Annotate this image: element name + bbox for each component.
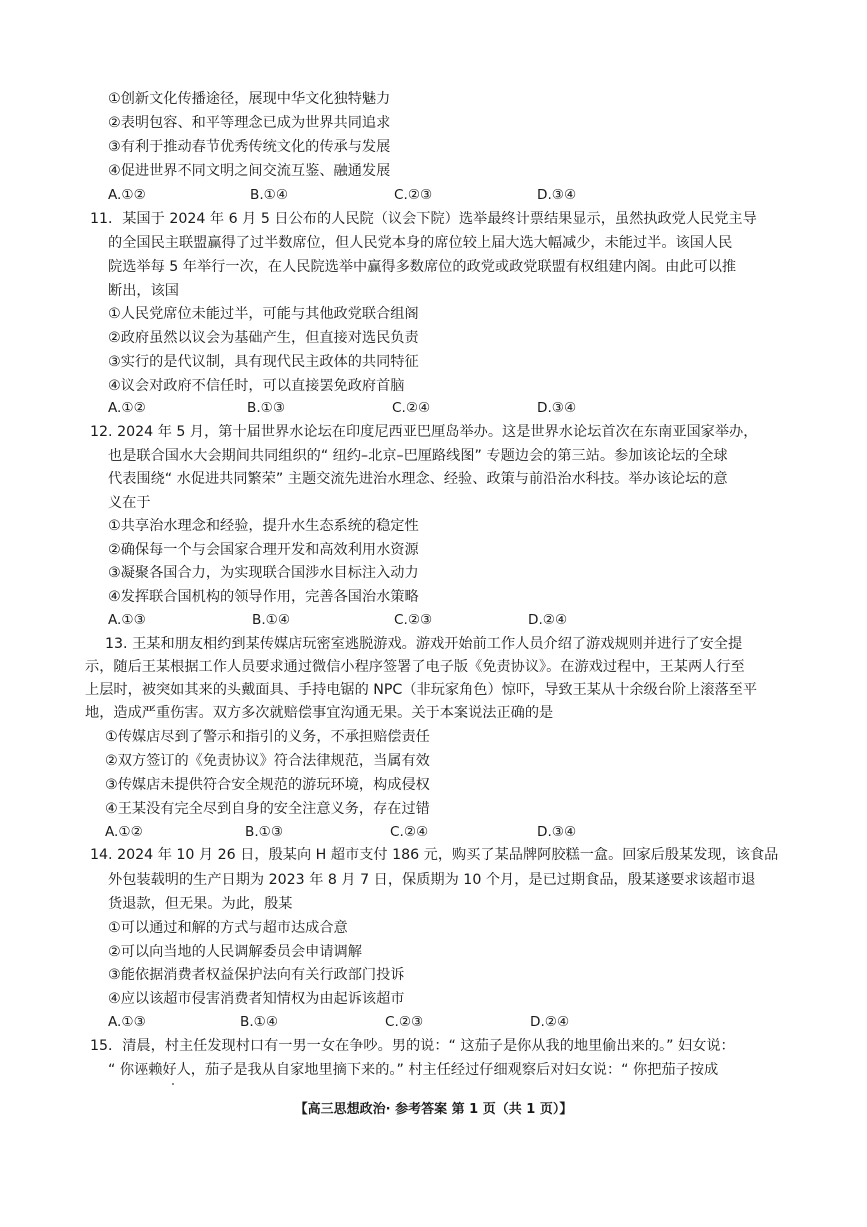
q13-stem-line-2: 示，随后王某根据工作人员要求通过微信小程序签署了电子版《免责协议》。在游戏过程中，王某两人行至 — [85, 659, 745, 675]
q12-item-3: ③凝聚各国合力，为实现联合国涉水目标注入动力 — [108, 565, 419, 581]
q10-option-b: B.①④ — [250, 187, 289, 203]
q11-item-1: ①人民党席位未能过半，可能与其他政党联合组阁 — [108, 306, 419, 322]
q14-item-2: ②可以向当地的人民调解委员会申请调解 — [108, 944, 362, 960]
q14-option-b: B.①④ — [240, 1014, 279, 1030]
q11-item-2: ②政府虽然以议会为基础产生，但直接对选民负责 — [108, 330, 419, 346]
q11-item-4: ④议会对政府不信任时，可以直接罢免政府首脑 — [108, 378, 405, 394]
q10-item-2: ②表明包容、和平等理念已成为世界共同追求 — [108, 115, 391, 131]
q14-option-a: A.①③ — [108, 1014, 146, 1030]
q12-stem-line-1: 12. 2024 年 5 月，第十届世界水论坛在印度尼西亚巴厘岛举办。这是世界水论坛首次在东南亚国家举办， — [90, 424, 758, 440]
q10-option-c: C.②③ — [394, 187, 433, 203]
q12-item-4: ④发挥联合国机构的领导作用，完善各国治水策略 — [108, 589, 419, 605]
q15-stem-line-1: 15．清晨，村主任发现村口有一男一女在争吵。男的说：“ 这茄子是你从我的地里偷出来的。” 妇女说： — [90, 1038, 735, 1054]
q14-stem-line-2: 外包装载明的生产日期为 2023 年 8 月 7 日，保质期为 10 个月，是已过期食品，殷某遂要求该超市退 — [108, 872, 756, 888]
q11-stem-line-2: 的全国民主联盟赢得了过半数席位，但人民党本身的席位较上届大选大幅减少，未能过半。该国人民 — [108, 235, 733, 251]
q14-option-d: D.②④ — [530, 1014, 570, 1030]
q11-option-d: D.③④ — [537, 400, 577, 416]
q13-option-a: A.①② — [105, 824, 143, 840]
q12-stem-line-2: 也是联合国水大会期间共同组织的“ 纽约–北京–巴厘路线图” 专题边会的第三站。参加该论坛的全球 — [108, 448, 728, 464]
q12-option-c: C.②③ — [394, 612, 433, 628]
q13-item-2: ②双方签订的《免责协议》符合法律规范，当属有效 — [105, 753, 430, 769]
q12-stem-line-3: 代表围绕“ 水促进共同繁荣” 主题交流先进治水理念、经验、政策与前沿治水科技。举办该论坛的意 — [108, 471, 728, 487]
q14-stem-line-1: 14. 2024 年 10 月 26 日，殷某向 H 超市支付 186 元，购买了某品牌阿胶糕一盒。回家后殷某发现，该食品 — [90, 847, 779, 863]
q13-item-3: ③传媒店未提供符合安全规范的游玩环境，构成侵权 — [105, 777, 430, 793]
q11-option-c: C.②④ — [392, 400, 431, 416]
q10-item-1: ①创新文化传播途径，展现中华文化独特魅力 — [108, 91, 391, 107]
q11-option-b: B.①③ — [247, 400, 286, 416]
q13-option-d: D.③④ — [537, 824, 577, 840]
q11-option-a: A.①② — [108, 400, 146, 416]
q13-option-c: C.②④ — [390, 824, 429, 840]
q12-item-1: ①共享治水理念和经验，提升水生态系统的稳定性 — [108, 518, 419, 534]
q13-stem-line-3: 上层时，被突如其来的头戴面具、手持电锯的 NPC（非玩家角色）惊吓，导致王某从十余级台阶上滚落至平 — [85, 682, 758, 698]
q12-item-2: ②确保每一个与会国家合理开发和高效利用水资源 — [108, 542, 419, 558]
q14-item-3: ③能依据消费者权益保护法向有关行政部门投诉 — [108, 967, 405, 983]
q12-option-d: D.②④ — [528, 612, 568, 628]
q11-stem-line-1: 11．某国于 2024 年 6 月 5 日公布的人民院（议会下院）选举最终计票结果显示，虽然执政党人民党主导 — [90, 211, 757, 227]
stray-dot — [172, 1083, 174, 1085]
q14-item-4: ④应以该超市侵害消费者知情权为由起诉该超市 — [108, 991, 405, 1007]
q10-option-d: D.③④ — [537, 187, 577, 203]
q14-stem-line-3: 货退款，但无果。为此，殷某 — [108, 896, 293, 912]
q11-stem-line-3: 院选举每 5 年举行一次，在人民院选举中赢得多数席位的政党或政党联盟有权组建内阁。由此可以推 — [108, 259, 737, 275]
q13-item-1: ①传媒店尽到了警示和指引的义务，不承担赔偿责任 — [105, 729, 430, 745]
q13-stem-line-1: 13. 王某和朋友相约到某传媒店玩密室逃脱游戏。游戏开始前工作人员介绍了游戏规则并进行了安全提 — [105, 636, 743, 652]
q14-option-c: C.②③ — [385, 1014, 424, 1030]
q13-stem-line-4: 地，造成严重伤害。双方多次就赔偿事宜沟通无果。关于本案说法正确的是 — [85, 705, 554, 721]
q14-item-1: ①可以通过和解的方式与超市达成合意 — [108, 920, 348, 936]
q13-option-b: B.①③ — [245, 824, 284, 840]
q11-stem-line-4: 断出，该国 — [108, 283, 179, 299]
page-footer: 【高三思想政治· 参考答案 第 1 页（共 1 页）】 — [294, 1102, 573, 1117]
q12-option-a: A.①③ — [108, 612, 146, 628]
q10-option-a: A.①② — [108, 187, 146, 203]
q11-item-3: ③实行的是代议制，具有现代民主政体的共同特征 — [108, 354, 419, 370]
q10-item-3: ③有利于推动春节优秀传统文化的传承与发展 — [108, 139, 391, 155]
q15-stem-line-2: “ 你诬赖好人，茄子是我从自家地里摘下来的。” 村主任经过仔细观察后对妇女说：“ 你把茄子按成 — [108, 1062, 719, 1078]
q13-item-4: ④王某没有完全尽到自身的安全注意义务，存在过错 — [105, 801, 430, 817]
q12-option-b: B.①④ — [252, 612, 291, 628]
q10-item-4: ④促进世界不同文明之间交流互鉴、融通发展 — [108, 163, 391, 179]
q12-stem-line-4: 义在于 — [108, 495, 151, 511]
